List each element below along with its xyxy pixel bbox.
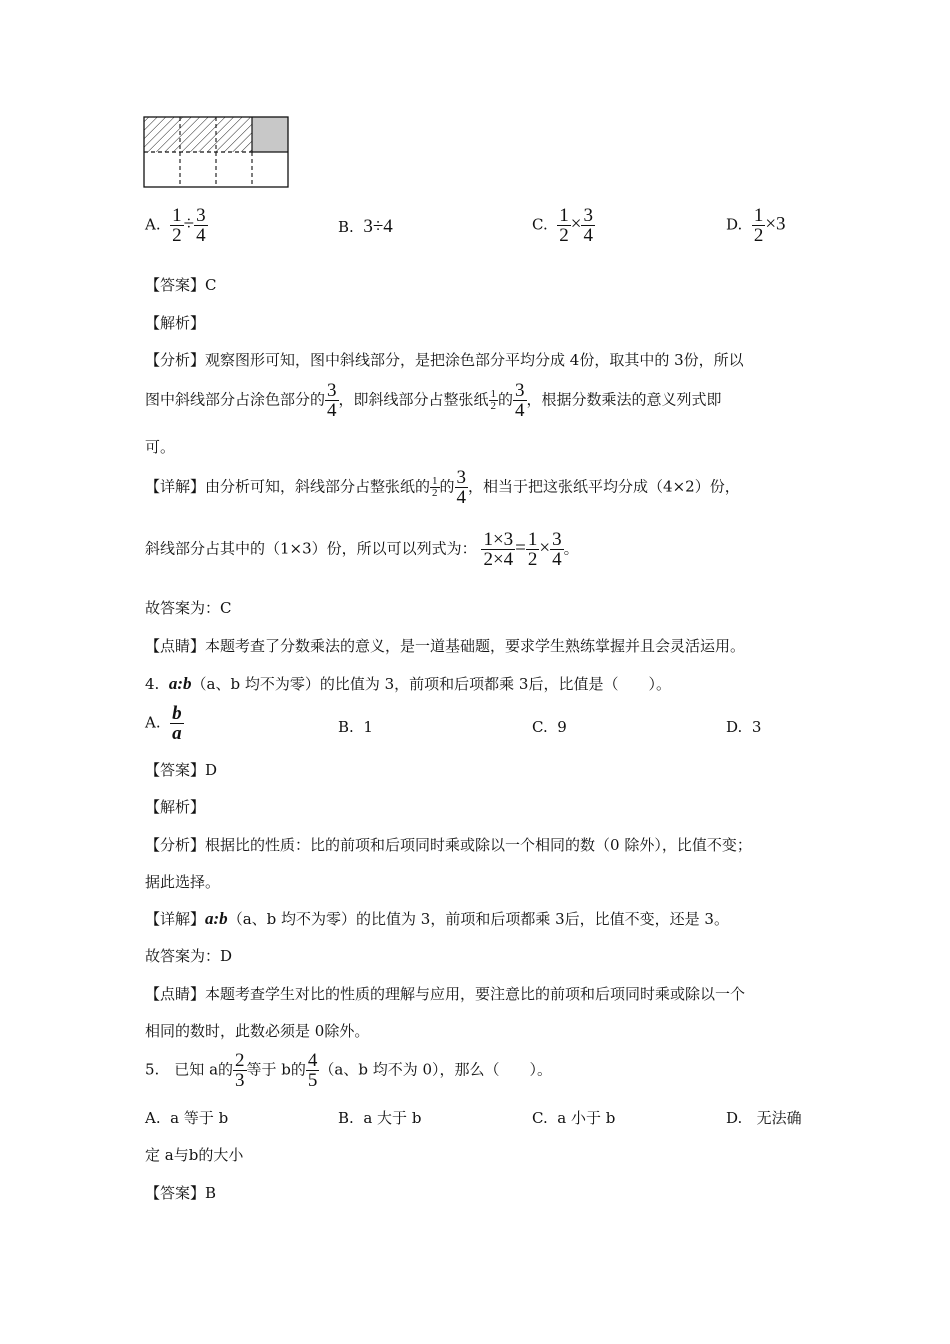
q4-dianjing-line2: 相同的数时，此数必须是 0除外。 [145, 1022, 370, 1040]
fraction-3-4: $\frac{3}{4}$ [196, 205, 206, 246]
q4-option-c: C. 9 [532, 718, 567, 736]
q3-answer: 【答案】C [145, 276, 217, 294]
q4-xiangjie: 【详解】a:b（a、b 均不为零）的比值为 3，前项和后项都乘 3后，比值不变，还是 3。 [145, 909, 729, 928]
q3-fenxi-line1: 【分析】观察图形可知，图中斜线部分，是把涂色部分平均分成 4份，取其中的 3份，所以 [145, 351, 744, 369]
q4-fenxi-line1: 【分析】根据比的性质：比的前项和后项同时乘或除以一个相同的数（0 除外），比值不变； [145, 836, 752, 854]
q3-xiangjie-line2: 斜线部分占其中的（1×3）份，所以可以列式为： $\frac{1\times 3}{2\times 4}$ = $\frac{1}{2}$ × $\frac{3}{4}$ 。 [145, 529, 579, 570]
q3-analysis-label: 【解析】 [145, 314, 206, 332]
q5-stem: 5. 已知 a的 $\frac{2}{3}$ 等于 b的 $\frac{4}{5}$ （a、b 均不为 0），那么（ ）。 [145, 1050, 553, 1091]
q3-option-d: D. $\frac{1}{2}$ ×3 [726, 205, 786, 246]
shaded-region [252, 117, 288, 152]
q4-answer: 【答案】D [145, 761, 218, 779]
q4-final-answer: 故答案为：D [145, 947, 233, 965]
q5-option-d: D. 无法确 [726, 1109, 802, 1127]
q5-answer: 【答案】B [145, 1184, 217, 1202]
q3-fenxi-line3: 可。 [145, 438, 176, 456]
q5-option-c: C. a 小于 b [532, 1109, 616, 1127]
q3-dianjing: 【点睛】本题考查了分数乘法的意义，是一道基础题，要求学生熟练掌握并且会灵活运用。 [145, 637, 746, 655]
q4-option-d: D. 3 [726, 718, 762, 736]
q3-option-a: A. $\frac{1}{2}$ ÷ $\frac{3}{4}$ [145, 205, 206, 246]
q3-option-b: B. 3÷4 [338, 216, 393, 237]
formula-fraction: $\frac{1\times 3}{2\times 4}$ [483, 529, 514, 570]
q3-xiangjie-line1: 【详解】由分析可知，斜线部分占整张纸的 $\frac{1}{2}$ 的 $\frac{3}{4}$ ，相当于把这张纸平均分成（4×2）份， [145, 467, 740, 508]
q5-option-d-continued: 定 a与b的大小 [145, 1146, 244, 1164]
q4-stem: 4. a:b（a、b 均不为零）的比值为 3，前项和后项都乘 3后，比值是（ ）。 [145, 674, 671, 693]
fraction-1-2: $\frac{1}{2}$ [172, 205, 182, 246]
q3-option-c: C. $\frac{1}{2}$ × $\frac{3}{4}$ [532, 205, 593, 246]
fraction-rectangle-figure [142, 115, 292, 189]
q4-option-b: B. 1 [338, 718, 373, 736]
q4-analysis-label: 【解析】 [145, 798, 206, 816]
q5-option-a: A. a 等于 b [145, 1109, 229, 1127]
q3-fenxi-line2: 图中斜线部分占涂色部分的 $\frac{3}{4}$ ，即斜线部分占整张纸 $\frac{1}{2}$ 的 $\frac{3}{4}$ ，根据分数乘法的意义列式即 [145, 380, 722, 421]
q4-dianjing-line1: 【点睛】本题考查学生对比的性质的理解与应用，要注意比的前项和后项同时乘或除以一个 [145, 985, 746, 1003]
q3-final-answer: 故答案为：C [145, 599, 232, 617]
q4-option-a: A. $\frac{b}{a}$ [145, 703, 182, 744]
q4-fenxi-line2: 据此选择。 [145, 873, 221, 891]
hatched-region [144, 117, 252, 152]
q5-option-b: B. a 大于 b [338, 1109, 422, 1127]
